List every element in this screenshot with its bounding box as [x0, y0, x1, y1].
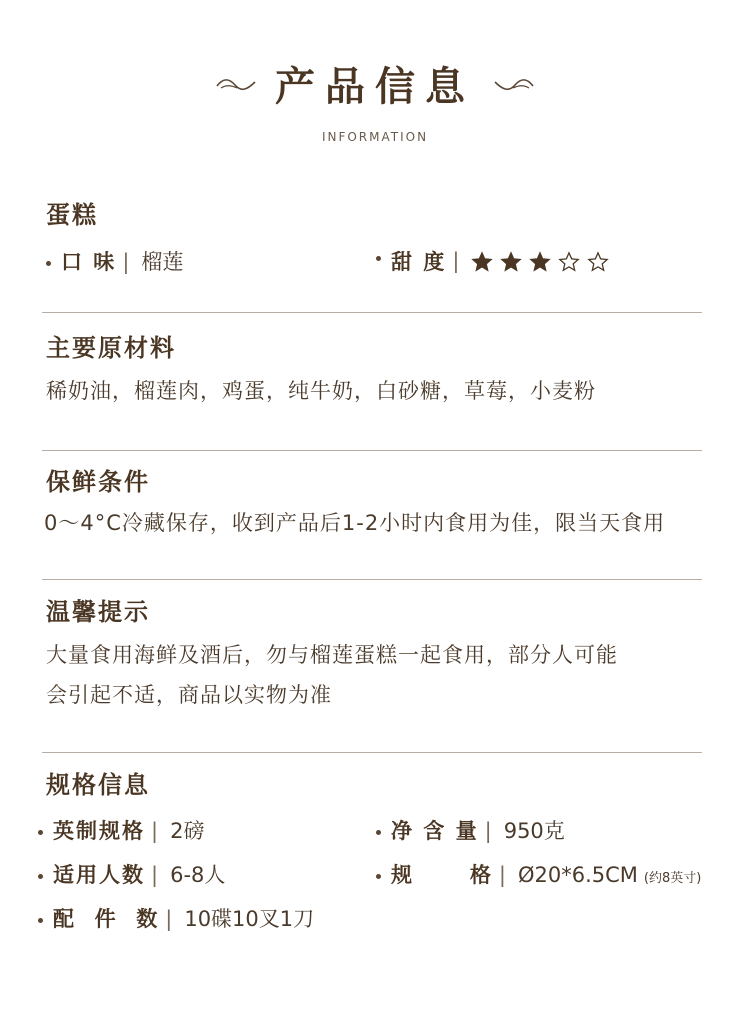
star-empty-icon — [558, 251, 580, 273]
separator: | — [165, 907, 173, 931]
cake-section — [46, 195, 706, 276]
separator: | — [151, 863, 159, 887]
cake-title: 蛋糕 — [46, 201, 98, 229]
separator: | — [151, 819, 159, 843]
people-label: 适用人数 — [53, 863, 145, 887]
bullet-dot — [46, 261, 51, 266]
size-value: 2磅 — [170, 819, 205, 843]
people-value: 6-8人 — [170, 863, 226, 887]
tips-line-1: 大量食用海鲜及酒后，勿与榴莲蛋糕一起食用，部分人可能 — [46, 643, 618, 667]
divider — [42, 579, 702, 580]
tips-section — [46, 592, 706, 715]
sweetness-label: 甜 度 — [391, 250, 447, 274]
bullet-dot — [38, 918, 43, 923]
flavor-label: 口 味 — [61, 250, 117, 274]
storage-title: 保鲜条件 — [46, 468, 150, 496]
parts-label: 配 件 数 — [53, 907, 160, 931]
ingredients-title: 主要原材料 — [46, 334, 176, 362]
divider — [42, 752, 702, 753]
size-label: 英制规格 — [53, 819, 145, 843]
bullet-dot — [376, 874, 381, 879]
divider — [42, 312, 702, 313]
flavor-value: 榴莲 — [141, 250, 184, 274]
people-item — [38, 859, 376, 889]
net-label: 净 含 量 — [391, 819, 479, 843]
spec-grid — [38, 813, 738, 935]
ingredients-section — [46, 328, 706, 411]
page-subtitle: INFORMATION — [321, 130, 429, 144]
net-value: 950克 — [503, 819, 565, 843]
dimension-value: Ø20*6.5CM — [517, 863, 638, 887]
bullet-dot — [38, 830, 43, 835]
bullet-dot — [376, 830, 381, 835]
separator: | — [452, 249, 460, 273]
bullet-dot — [376, 256, 381, 261]
sweetness-row — [376, 246, 616, 276]
spec-row-1 — [38, 813, 738, 847]
bullet-dot — [38, 874, 43, 879]
right-swirl-icon — [493, 76, 535, 92]
tips-line-2: 会引起不适，商品以实物为准 — [46, 683, 332, 707]
storage-text: 0～4°C冷藏保存，收到产品后1-2小时内食用为佳，限当天食用 — [44, 511, 666, 535]
left-swirl-icon — [215, 76, 257, 92]
net-item — [376, 815, 565, 845]
cake-attributes — [46, 246, 706, 276]
dimension-item — [376, 859, 701, 889]
spec-title: 规格信息 — [46, 771, 150, 799]
flavor-row — [46, 246, 376, 276]
tips-title: 温馨提示 — [46, 598, 150, 626]
star-empty-icon — [587, 251, 609, 273]
size-item — [38, 815, 376, 845]
parts-value: 10碟10叉1刀 — [184, 907, 315, 931]
divider — [42, 450, 702, 451]
storage-section — [46, 462, 706, 497]
spec-row-2 — [38, 857, 738, 891]
spec-section — [46, 765, 706, 800]
dimension-label: 规 格 — [391, 863, 493, 887]
parts-item — [38, 903, 314, 933]
ingredients-text: 稀奶油，榴莲肉，鸡蛋，纯牛奶，白砂糖，草莓，小麦粉 — [46, 379, 596, 403]
separator: | — [122, 250, 130, 274]
separator: | — [498, 863, 506, 887]
spec-row-3 — [38, 901, 738, 935]
star-filled-icon — [500, 251, 522, 273]
separator: | — [484, 819, 492, 843]
page-header — [0, 55, 750, 144]
star-filled-icon — [529, 251, 551, 273]
dimension-note: (约8英寸) — [643, 871, 702, 886]
star-filled-icon — [471, 251, 493, 273]
page-title: 产品信息 — [275, 64, 475, 110]
sweetness-rating — [471, 249, 616, 273]
